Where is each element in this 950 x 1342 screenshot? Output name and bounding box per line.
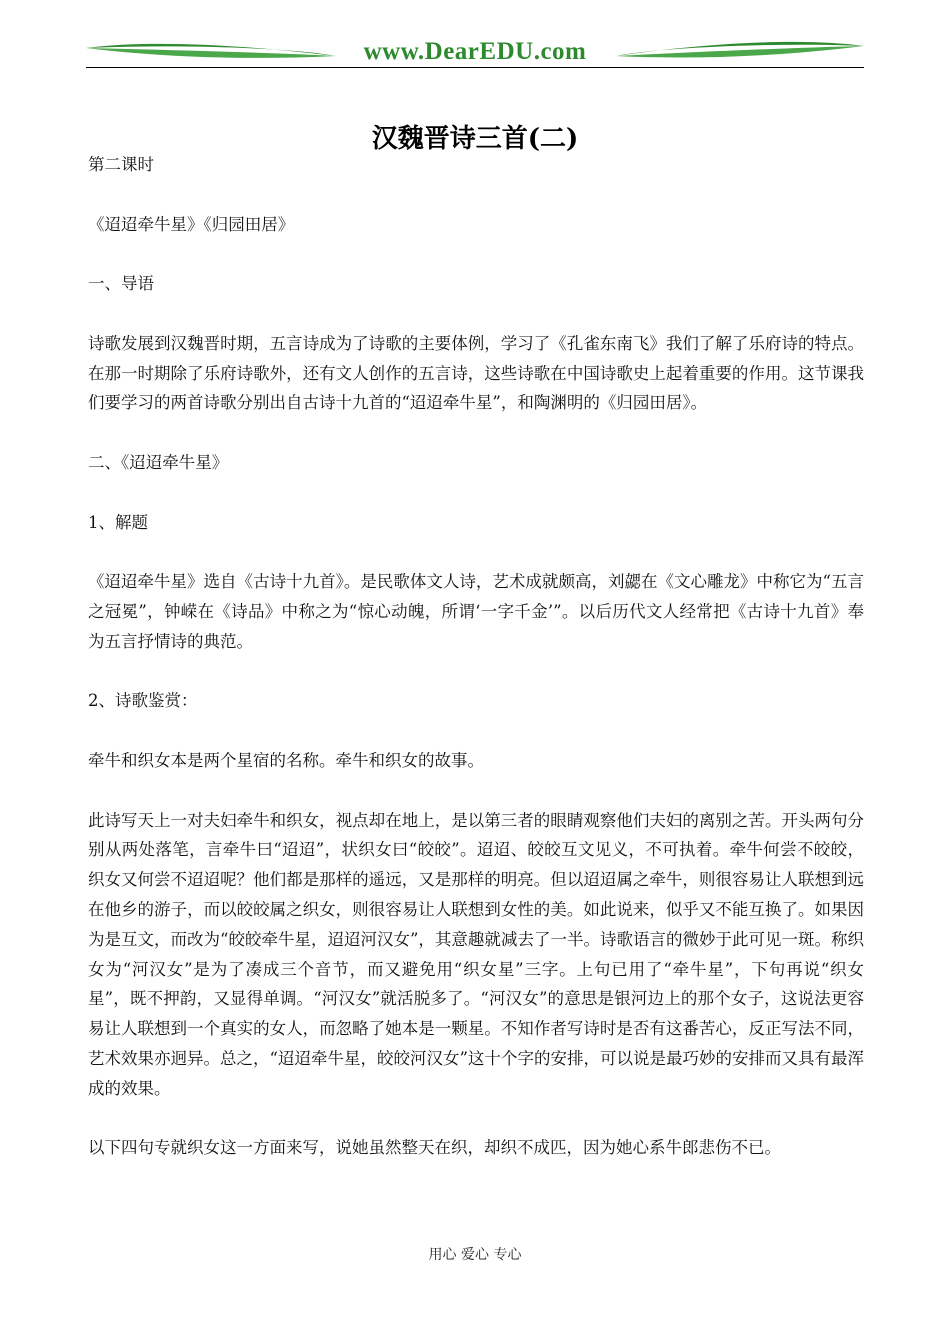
page-footer: 用心 爱心 专心	[428, 1247, 522, 1263]
section-heading: 二、《迢迢牵牛星》	[88, 452, 229, 472]
section-heading: 一、导语	[88, 274, 154, 294]
poem-titles: 《迢迢牵牛星》《归园田居》	[88, 214, 295, 234]
body-paragraph: 以下四句专就织女这一方面来写，说她虽然整天在织，却织不成匹，因为她心系牛郎悲伤不已。	[88, 1138, 781, 1158]
lesson-label: 第二课时	[88, 155, 154, 174]
body-paragraph: 此诗写天上一对夫妇牵牛和织女，视点却在地上，是以第三者的眼睛观察他们夫妇的离别之苦。开头两句分别从两处落笔，言牵牛曰“迢迢”，状织女曰“皎皎”。迢迢、皎皎互文见义，不可执着。牵牛何尝不皎皎，织女又何尝不迢迢呢？他们都是那样的遥远，又是那样的明亮。但以迢迢属之牵牛，则很容易让人联想到远在他乡的游子，而以皎皎属之织女，则很容易让人联想到女性的美。如此说来，似乎又不能互换了。如果因为是互文，而改为“皎皎牵牛星，迢迢河汉女”，其意趣就减去了一半。诗歌语言的微妙于此可见一斑。称织女为“河汉女”是为了凑成三个音节，而又避免用“织女星”三字。上句已用了“牵牛星”，下句再说“织女星”，既不押韵，又显得单调。“河汉女”就活脱多了。“河汉女”的意思是银河边上的那个女子，这说法更容易让人联想到一个真实的女人，而忽略了她本是一颗星。不知作者写诗时是否有这番苦心，反正写法不同，艺术效果亦迥异。总之，“迢迢牵牛星，皎皎河汉女”这十个字的安排，可以说是最巧妙的安排而又具有最浑成的效果。	[88, 810, 864, 1098]
document-body	[88, 150, 864, 1193]
page-title: 汉魏晋诗三首(二)	[371, 124, 579, 154]
site-logo: www.DearEDU.com	[363, 38, 587, 65]
body-paragraph: 《迢迢牵牛星》选自《古诗十九首》。是民歌体文人诗，艺术成就颇高，刘勰在《文心雕龙》中称它为“五言之冠冕”，钟嵘在《诗品》中称之为“惊心动魄，所谓‘一字千金’”。以后历代文人经常把《古诗十九首》奉为五言抒情诗的典范。	[88, 572, 864, 651]
subsection-heading: 2、诗歌鉴赏：	[88, 691, 198, 711]
subsection-heading: 1、解题	[88, 512, 148, 532]
body-paragraph: 诗歌发展到汉魏晋时期，五言诗成为了诗歌的主要体例，学习了《孔雀东南飞》我们了解了乐府诗的特点。在那一时期除了乐府诗歌外，还有文人创作的五言诗，这些诗歌在中国诗歌史上起着重要的作用。这节课我们要学习的两首诗歌分别出自古诗十九首的“迢迢牵牛星”，和陶渊明的《归园田居》。	[88, 333, 864, 413]
header-divider	[86, 67, 864, 68]
body-paragraph: 牵牛和织女本是两个星宿的名称。牵牛和织女的故事。	[88, 750, 484, 770]
